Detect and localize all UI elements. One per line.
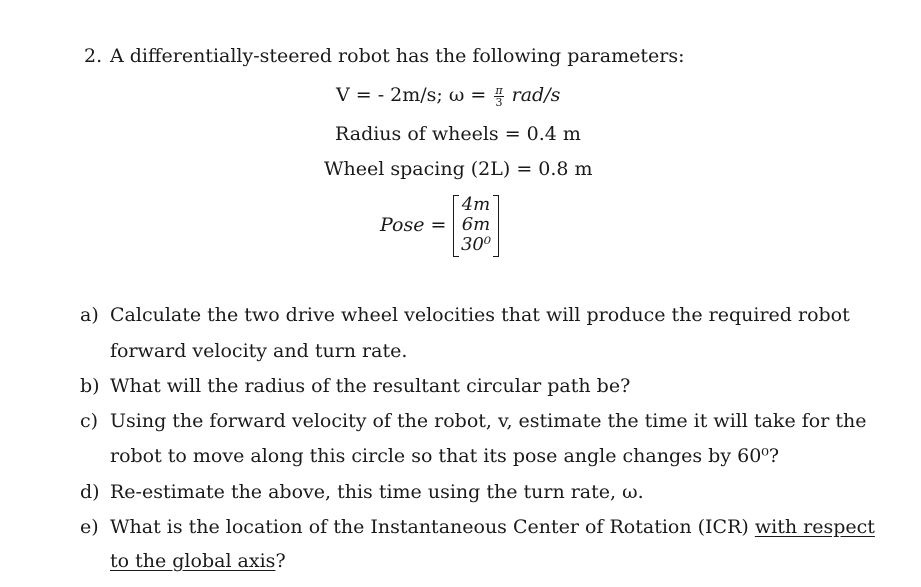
- pose-theta: 30⁰: [460, 234, 492, 255]
- part-b-label: b): [80, 375, 100, 397]
- radius-line: Radius of wheels = 0.4 m: [335, 123, 581, 145]
- part-d-line1: Re-estimate the above, this time using the turn rate, ω.: [110, 481, 644, 503]
- part-c-line1: Using the forward velocity of the robot, v, estimate the time it will take for the: [110, 410, 867, 432]
- omega-numerator: π: [495, 83, 503, 97]
- part-e-line2: [110, 549, 286, 573]
- part-b-line1: What will the radius of the resultant circular path be?: [110, 375, 631, 397]
- question-number: 2.: [84, 45, 103, 67]
- part-c-label: c): [80, 410, 99, 432]
- matrix-right-bracket: [493, 195, 499, 257]
- pose-matrix: [453, 195, 499, 257]
- velocity-text: V = - 2m/s; ω =: [336, 84, 493, 106]
- part-a-line1: Calculate the two drive wheel velocities that will produce the required robot: [110, 304, 850, 326]
- part-e-line1: [110, 515, 875, 539]
- velocity-line: [336, 83, 560, 108]
- part-e-underlined-2: to the global axis: [110, 550, 276, 572]
- omega-fraction: [494, 85, 503, 108]
- part-a-label: a): [80, 304, 99, 326]
- part-e-label: e): [80, 516, 99, 538]
- pose-label: Pose =: [380, 214, 447, 236]
- part-d-label: d): [80, 481, 100, 503]
- part-a-line2: forward velocity and turn rate.: [110, 340, 408, 362]
- spacing-line: Wheel spacing (2L) = 0.8 m: [324, 158, 593, 180]
- part-e-line1-text: What is the location of the Instantaneous Center of Rotation (ICR): [110, 516, 755, 538]
- part-e-line2-tail: ?: [275, 550, 286, 572]
- omega-denominator: 3: [495, 95, 503, 109]
- omega-unit: rad/s: [505, 84, 561, 106]
- pose-x: 4m: [461, 194, 491, 215]
- part-e-underlined-1: with respect: [754, 516, 875, 538]
- part-c-line2: robot to move along this circle so that its pose angle changes by 60⁰?: [110, 445, 780, 467]
- question-stem: A differentially-steered robot has the following parameters:: [110, 45, 685, 67]
- pose-y: 6m: [461, 214, 491, 235]
